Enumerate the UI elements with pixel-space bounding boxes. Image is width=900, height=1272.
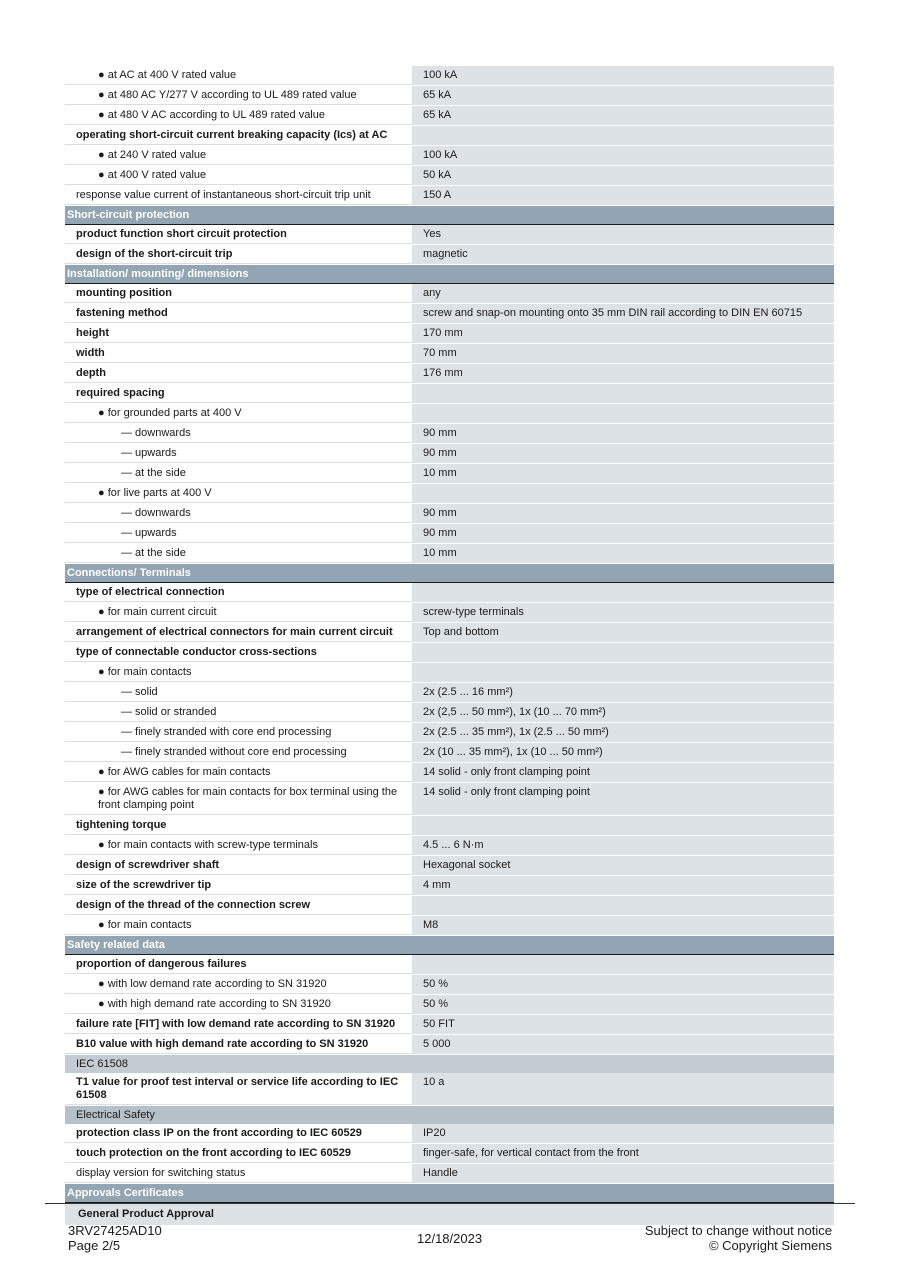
spec-value <box>412 583 834 602</box>
spec-value: Handle <box>412 1164 834 1183</box>
spec-value: 70 mm <box>412 344 834 363</box>
spec-value: IP20 <box>412 1124 834 1143</box>
spec-value <box>412 484 834 503</box>
spec-value: 150 A <box>412 186 834 205</box>
spec-row <box>65 703 834 723</box>
spec-row <box>65 524 834 544</box>
spec-label: — finely stranded with core end processing <box>65 723 412 742</box>
spec-label: fastening method <box>65 304 412 323</box>
section-header: Approvals Certificates <box>65 1184 834 1203</box>
spec-row <box>65 975 834 995</box>
spec-label: — solid <box>65 683 412 702</box>
spec-row <box>65 783 834 816</box>
spec-value: 176 mm <box>412 364 834 383</box>
spec-row <box>65 583 834 603</box>
spec-value: 100 kA <box>412 146 834 165</box>
spec-label: required spacing <box>65 384 412 403</box>
spec-label: ● at 240 V rated value <box>65 146 412 165</box>
spec-value <box>412 643 834 662</box>
spec-label: — upwards <box>65 444 412 463</box>
spec-label: touch protection on the front according to IEC 60529 <box>65 1144 412 1163</box>
spec-value: Yes <box>412 225 834 244</box>
spec-value <box>412 404 834 423</box>
spec-label: width <box>65 344 412 363</box>
spec-row <box>65 166 834 186</box>
spec-label: response value current of instantaneous short-circuit trip unit <box>65 186 412 205</box>
spec-label: product function short circuit protection <box>65 225 412 244</box>
spec-row <box>65 1124 834 1144</box>
spec-label: ● for live parts at 400 V <box>65 484 412 503</box>
section-header: Installation/ mounting/ dimensions <box>65 265 834 284</box>
spec-row <box>65 324 834 344</box>
spec-row <box>65 876 834 896</box>
footer-divider <box>45 1203 855 1204</box>
spec-value: 50 FIT <box>412 1015 834 1034</box>
spec-row <box>65 364 834 384</box>
spec-value: 10 a <box>412 1073 834 1105</box>
spec-row <box>65 816 834 836</box>
spec-row <box>65 284 834 304</box>
article-number: 3RV27425AD10 <box>68 1223 162 1238</box>
spec-label: type of electrical connection <box>65 583 412 602</box>
spec-label: proportion of dangerous failures <box>65 955 412 974</box>
spec-value: 100 kA <box>412 66 834 85</box>
spec-label: — at the side <box>65 464 412 483</box>
spec-value: 90 mm <box>412 504 834 523</box>
spec-row <box>65 1144 834 1164</box>
spec-value: 2x (10 ... 35 mm²), 1x (10 ... 50 mm²) <box>412 743 834 762</box>
spec-label: ● at 480 V AC according to UL 489 rated value <box>65 106 412 125</box>
spec-label: ● for AWG cables for main contacts for box terminal using the front clamping point <box>65 783 412 815</box>
spec-row <box>65 683 834 703</box>
footer-right <box>645 1223 832 1253</box>
spec-row <box>65 186 834 206</box>
subsection-header: IEC 61508 <box>65 1055 834 1073</box>
spec-value: 65 kA <box>412 86 834 105</box>
copyright-text: © Copyright Siemens <box>708 1238 832 1253</box>
spec-row <box>65 1035 834 1055</box>
spec-label: size of the screwdriver tip <box>65 876 412 895</box>
spec-value: 90 mm <box>412 424 834 443</box>
spec-value: 90 mm <box>412 524 834 543</box>
spec-label: ● for AWG cables for main contacts <box>65 763 412 782</box>
spec-value: 5 000 <box>412 1035 834 1054</box>
spec-label: ● for main contacts <box>65 663 412 682</box>
spec-value: 2x (2.5 ... 35 mm²), 1x (2.5 ... 50 mm²) <box>412 723 834 742</box>
spec-value: any <box>412 284 834 303</box>
subsection-header: Electrical Safety <box>65 1106 834 1124</box>
spec-label: — at the side <box>65 544 412 563</box>
spec-label: operating short-circuit current breaking capacity (Ics) at AC <box>65 126 412 145</box>
spec-row <box>65 1164 834 1184</box>
spec-label: ● at 480 AC Y/277 V according to UL 489 rated value <box>65 86 412 105</box>
section-header: Connections/ Terminals <box>65 564 834 583</box>
spec-value <box>412 384 834 403</box>
spec-label: failure rate [FIT] with low demand rate according to SN 31920 <box>65 1015 412 1034</box>
spec-value: 14 solid - only front clamping point <box>412 763 834 782</box>
spec-value: 65 kA <box>412 106 834 125</box>
spec-row <box>65 484 834 504</box>
spec-label: height <box>65 324 412 343</box>
section-header: Safety related data <box>65 936 834 955</box>
spec-label: — downwards <box>65 504 412 523</box>
spec-row <box>65 106 834 126</box>
spec-value: 10 mm <box>412 464 834 483</box>
spec-value <box>412 955 834 974</box>
spec-value: 50 kA <box>412 166 834 185</box>
spec-row <box>65 225 834 245</box>
footer-date: 12/18/2023 <box>417 1231 483 1246</box>
spec-row <box>65 245 834 265</box>
section-header: Short-circuit protection <box>65 206 834 225</box>
spec-value: 90 mm <box>412 444 834 463</box>
spec-row <box>65 444 834 464</box>
spec-value <box>412 663 834 682</box>
spec-label: arrangement of electrical connectors for main current circuit <box>65 623 412 642</box>
spec-value: 4.5 ... 6 N·m <box>412 836 834 855</box>
spec-row <box>65 126 834 146</box>
spec-value: 2x (2.5 ... 16 mm²) <box>412 683 834 702</box>
spec-row <box>65 663 834 683</box>
spec-row <box>65 916 834 936</box>
spec-row <box>65 404 834 424</box>
spec-row <box>65 603 834 623</box>
footer-left <box>68 1223 162 1253</box>
spec-label: B10 value with high demand rate according to SN 31920 <box>65 1035 412 1054</box>
spec-value: 2x (2,5 ... 50 mm²), 1x (10 ... 70 mm²) <box>412 703 834 722</box>
spec-label: ● with low demand rate according to SN 31920 <box>65 975 412 994</box>
spec-value: Top and bottom <box>412 623 834 642</box>
spec-label: T1 value for proof test interval or service life according to IEC 61508 <box>65 1073 412 1105</box>
spec-label: depth <box>65 364 412 383</box>
spec-label: ● for main contacts <box>65 916 412 935</box>
spec-value: finger-safe, for vertical contact from the front <box>412 1144 834 1163</box>
spec-label: design of the short-circuit trip <box>65 245 412 264</box>
spec-row <box>65 743 834 763</box>
spec-row <box>65 836 834 856</box>
spec-row <box>65 995 834 1015</box>
spec-value <box>412 816 834 835</box>
spec-row <box>65 955 834 975</box>
spec-row <box>65 544 834 564</box>
spec-value: screw and snap-on mounting onto 35 mm DIN rail according to DIN EN 60715 <box>412 304 834 323</box>
spec-label: design of screwdriver shaft <box>65 856 412 875</box>
spec-label: protection class IP on the front according to IEC 60529 <box>65 1124 412 1143</box>
spec-value: 4 mm <box>412 876 834 895</box>
general-product-approval-header: General Product Approval <box>65 1203 834 1225</box>
spec-label: ● at 400 V rated value <box>65 166 412 185</box>
spec-row <box>65 856 834 876</box>
spec-value: 10 mm <box>412 544 834 563</box>
spec-row <box>65 424 834 444</box>
spec-row <box>65 384 834 404</box>
spec-value: screw-type terminals <box>412 603 834 622</box>
spec-row <box>65 504 834 524</box>
spec-value: 50 % <box>412 975 834 994</box>
spec-label: — downwards <box>65 424 412 443</box>
spec-label: type of connectable conductor cross-sections <box>65 643 412 662</box>
spec-label: display version for switching status <box>65 1164 412 1183</box>
spec-label: ● with high demand rate according to SN 31920 <box>65 995 412 1014</box>
notice-text: Subject to change without notice <box>644 1223 832 1238</box>
spec-row <box>65 146 834 166</box>
spec-row <box>65 304 834 324</box>
spec-label: ● for main current circuit <box>65 603 412 622</box>
spec-label: — solid or stranded <box>65 703 412 722</box>
spec-label: — upwards <box>65 524 412 543</box>
spec-value: 50 % <box>412 995 834 1014</box>
spec-value: M8 <box>412 916 834 935</box>
spec-table <box>65 66 834 1225</box>
spec-value <box>412 126 834 145</box>
spec-row <box>65 1015 834 1035</box>
spec-row <box>65 66 834 86</box>
spec-row <box>65 86 834 106</box>
spec-label: ● for main contacts with screw-type terminals <box>65 836 412 855</box>
page-number: Page 2/5 <box>68 1238 121 1253</box>
spec-row <box>65 1073 834 1106</box>
spec-value <box>412 896 834 915</box>
spec-label: design of the thread of the connection screw <box>65 896 412 915</box>
spec-row <box>65 344 834 364</box>
spec-value: magnetic <box>412 245 834 264</box>
spec-label: ● for grounded parts at 400 V <box>65 404 412 423</box>
spec-row <box>65 896 834 916</box>
spec-value: 170 mm <box>412 324 834 343</box>
spec-value: Hexagonal socket <box>412 856 834 875</box>
spec-label: mounting position <box>65 284 412 303</box>
spec-label: — finely stranded without core end processing <box>65 743 412 762</box>
spec-label: tightening torque <box>65 816 412 835</box>
spec-row <box>65 623 834 643</box>
spec-row <box>65 464 834 484</box>
spec-label: ● at AC at 400 V rated value <box>65 66 412 85</box>
spec-row <box>65 763 834 783</box>
spec-value: 14 solid - only front clamping point <box>412 783 834 815</box>
spec-row <box>65 723 834 743</box>
spec-row <box>65 643 834 663</box>
